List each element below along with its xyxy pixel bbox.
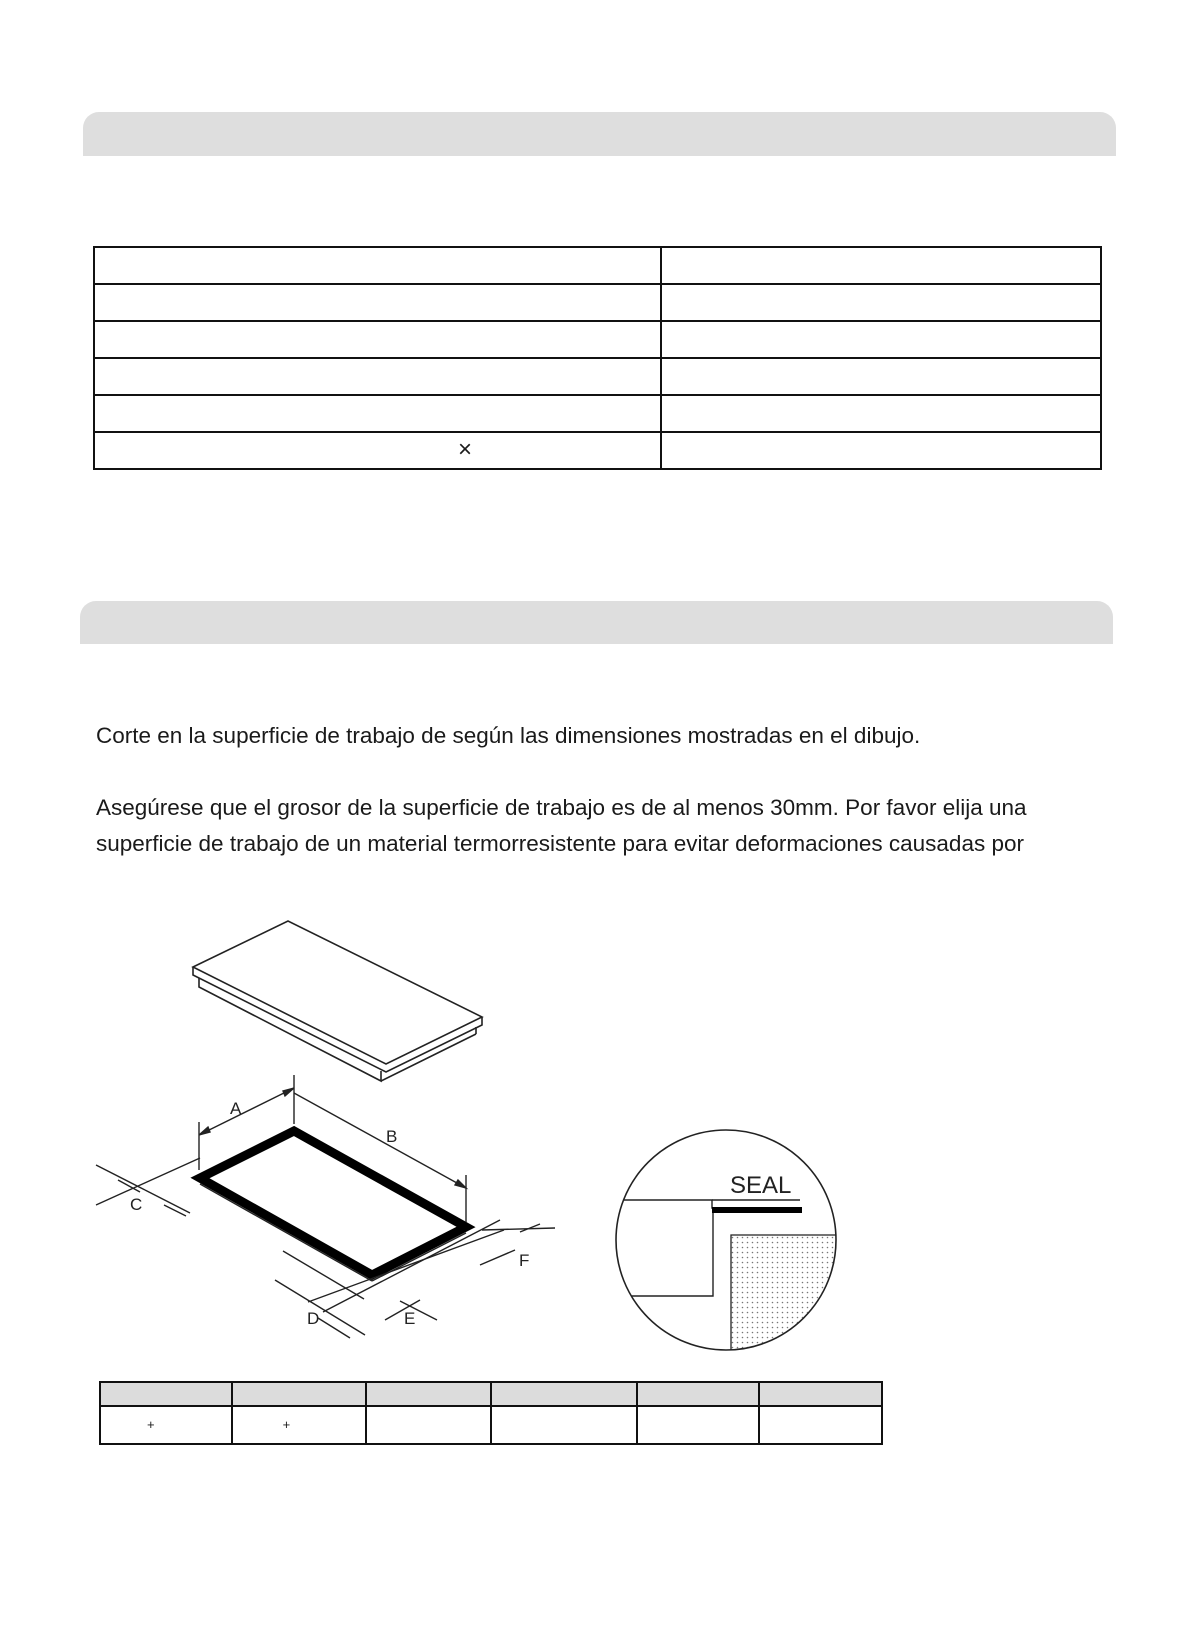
times-symbol: ×: [458, 436, 473, 463]
worktop-cutout-illustration: [96, 1075, 555, 1338]
dimension-label-f: F: [519, 1251, 530, 1270]
table-row: [100, 1406, 882, 1444]
dimension-label-d: D: [307, 1309, 320, 1328]
dimension-label-a: A: [230, 1099, 242, 1118]
dimensions-table: [99, 1381, 883, 1445]
instruction-text: superficie de trabajo de un material termorresistente para evitar deformaciones causadas por: [96, 831, 1024, 856]
table-header-row: [100, 1382, 882, 1406]
hob-illustration: [193, 921, 482, 1081]
plus-symbol: +: [282, 1417, 291, 1432]
instruction-text: Corte en la superficie de trabajo de según las dimensiones mostradas en el dibujo.: [96, 723, 921, 748]
dimension-label-e: E: [404, 1309, 416, 1328]
seal-label: SEAL: [730, 1172, 792, 1199]
plus-symbol: +: [147, 1417, 155, 1432]
dimension-label-b: B: [386, 1127, 398, 1146]
dimension-label-c: C: [130, 1195, 143, 1214]
instruction-text: Asegúrese que el grosor de la superficie de trabajo es de al menos 30mm. Por favor elija una: [96, 795, 1027, 820]
seal-detail-illustration: [600, 1130, 841, 1355]
